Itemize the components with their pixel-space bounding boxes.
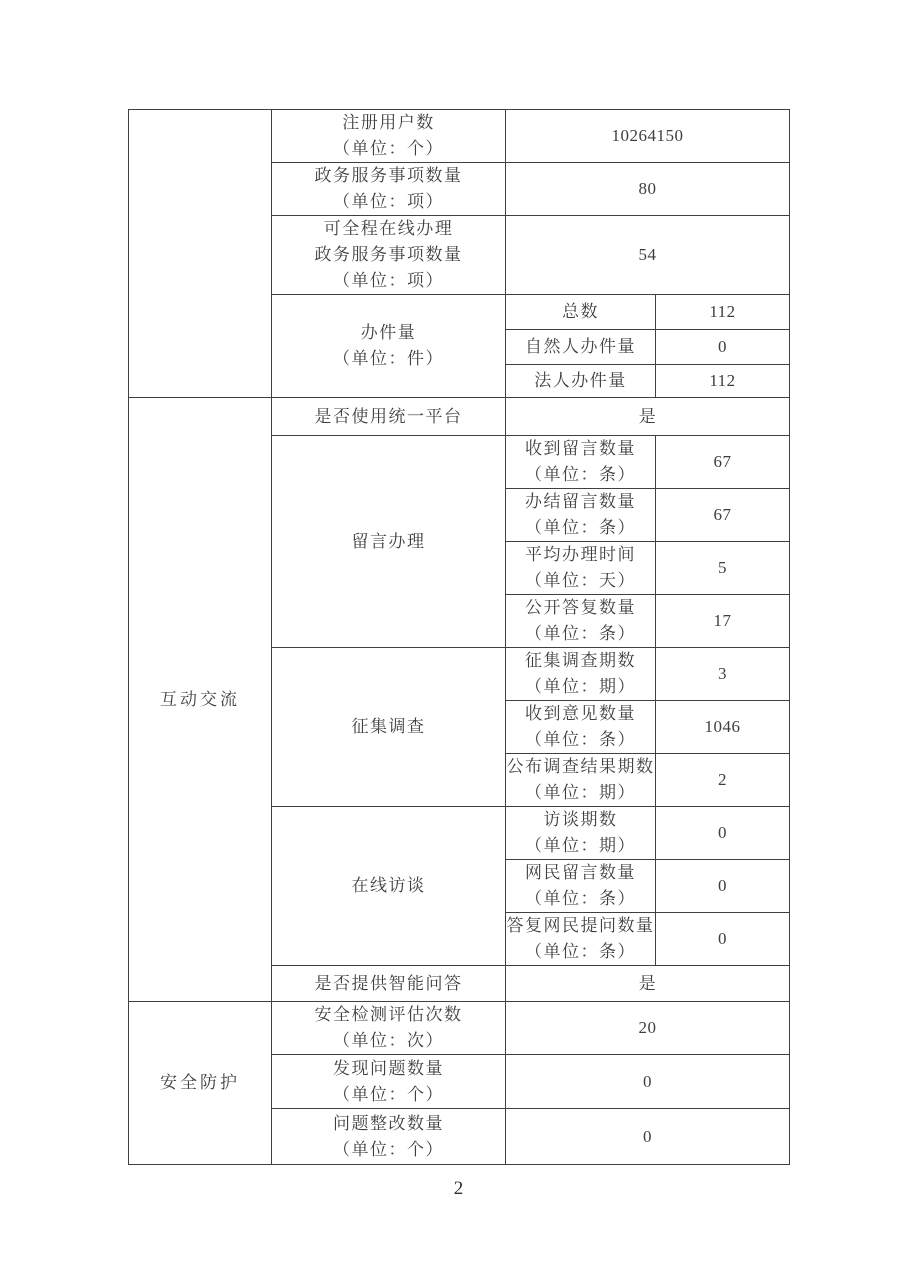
cell-text-line: （单位：个） [333,139,444,158]
cell-text-line: （单位：条） [525,624,636,643]
cell-text-line: （单位：天） [525,571,636,590]
sub-value-survey-results-published [656,754,790,807]
report-table [128,109,790,1165]
cell-text-line: 访谈期数 [543,810,618,829]
cell-text-line: 5 [718,558,727,577]
cell-text-line: 发现问题数量 [333,1058,444,1078]
cell-text-line: 征集调查 [351,717,426,736]
metric-value-service-items [506,163,790,216]
metric-value-security-assessments [506,1002,790,1055]
sub-value-opinions-received [656,701,790,754]
cell-text-line: 80 [638,179,657,198]
cell-text-line: （单位：项） [333,192,444,211]
cell-text-line: （单位：条） [525,518,636,537]
metric-label-smart-qa [272,966,506,1002]
sub-value-interview-periods [656,807,790,860]
cell-text-line: 112 [709,371,736,390]
cell-text-line: 0 [718,337,727,356]
cell-text-line: （单位：条） [525,465,636,484]
cell-text-line: 问题整改数量 [333,1113,444,1133]
cell-text-line: 公布调查结果期数 [506,757,655,776]
cell-text-line: 安全防护 [160,1073,240,1092]
cell-text-line: 自然人办件量 [525,337,636,356]
category-cell-interaction [129,398,272,1002]
cell-text-line: 注册用户数 [342,113,435,132]
cell-text-line: （单位：期） [525,783,636,802]
cell-text-line: 是否提供智能问答 [314,973,463,993]
cell-text-line: 互动交流 [160,689,240,709]
cell-text-line: 20 [638,1018,657,1037]
metric-label-online-service-items [272,216,506,295]
cell-text-line: 在线访谈 [351,876,426,895]
cell-text-line: 54 [638,245,657,264]
cell-text-line: 答复网民提问数量 [506,916,655,935]
cell-text-line: 公开答复数量 [525,598,636,617]
cell-text-line: （单位：期） [525,677,636,696]
sub-label-survey-periods [506,648,656,701]
cell-text-line: 2 [718,770,727,789]
metric-value-online-service-items [506,216,790,295]
page-number: 2 [453,1178,464,1199]
cell-text-line: 0 [718,929,727,948]
cell-text-line: 是否使用统一平台 [314,406,463,426]
table-row [129,1002,790,1055]
cell-text-line: 是 [638,973,657,993]
metric-value-problems-fixed [506,1109,790,1165]
cell-text-line: 0 [718,876,727,895]
metric-label-problems-found [272,1055,506,1109]
cell-text-line: 安全检测评估次数 [314,1005,463,1024]
cell-text-line: （单位：期） [525,836,636,855]
cell-text-line: 0 [643,1071,652,1091]
metric-value-unified-platform [506,398,790,436]
sub-value-total [656,295,790,330]
sub-value-messages-received [656,436,790,489]
cell-text-line: 留言办理 [351,531,426,551]
sub-value-netizen-questions-answered [656,913,790,966]
cell-text-line: 网民留言数量 [525,863,636,882]
sub-value-legal-person-cases [656,365,790,398]
cell-text-line: （单位：件） [333,349,444,368]
sub-value-messages-completed [656,489,790,542]
cell-text-line: （单位：个） [333,1084,444,1104]
cell-text-line: （单位：条） [525,942,636,961]
cell-text-line: 政务服务事项数量 [314,245,463,264]
cell-text-line: 67 [713,505,732,524]
cell-text-line: 收到意见数量 [525,704,636,723]
metric-label-security-assessments [272,1002,506,1055]
group-cell-online-interview [272,807,506,966]
cell-text-line: 政务服务事项数量 [314,166,463,185]
cell-text-line: （单位：个） [333,1139,444,1159]
cell-text-line: （单位：条） [525,730,636,749]
cell-text-line: （单位：条） [525,889,636,908]
metric-value-smart-qa [506,966,790,1002]
cell-text-line: 征集调查期数 [525,651,636,670]
cell-text-line: 1046 [704,717,741,736]
metric-label-service-items [272,163,506,216]
sub-label-average-handling-time [506,542,656,595]
sub-value-survey-periods [656,648,790,701]
sub-label-total [506,295,656,330]
sub-value-natural-person-cases [656,330,790,365]
group-cell-cases-handled [272,295,506,398]
sub-label-netizen-questions-answered [506,913,656,966]
cell-text-line: 法人办件量 [534,371,627,390]
group-cell-message-handling [272,436,506,648]
metric-label-registered-users [272,110,506,163]
sub-label-messages-received [506,436,656,489]
cell-text-line: 可全程在线办理 [323,219,454,238]
table-body [129,110,790,1165]
metric-label-unified-platform [272,398,506,436]
cell-text-line: 0 [643,1126,652,1146]
sub-label-public-replies [506,595,656,648]
cell-text-line: 是 [638,406,657,426]
cell-text-line: 17 [713,611,732,630]
cell-text-line: （单位：次） [333,1031,444,1050]
sub-label-interview-periods [506,807,656,860]
category-cell-security [129,1002,272,1165]
sub-label-natural-person-cases [506,330,656,365]
sub-value-netizen-messages [656,860,790,913]
table-row [129,110,790,163]
cell-text-line: 办结留言数量 [525,492,636,511]
cell-text-line: 112 [709,302,736,321]
metric-label-problems-fixed [272,1109,506,1165]
cell-text-line: 总数 [562,302,599,321]
group-cell-survey [272,648,506,807]
sub-label-messages-completed [506,489,656,542]
cell-text-line: 3 [718,664,727,683]
sub-value-average-handling-time [656,542,790,595]
metric-value-problems-found [506,1055,790,1109]
cell-text-line: 平均办理时间 [525,545,636,564]
cell-text-line: 67 [713,452,732,471]
sub-label-netizen-messages [506,860,656,913]
cell-text-line: 0 [718,823,727,842]
category-cell-blank [129,110,272,398]
cell-text-line: （单位：项） [333,271,444,290]
cell-text-line: 办件量 [360,323,417,342]
sub-label-survey-results-published [506,754,656,807]
metric-value-registered-users [506,110,790,163]
cell-text-line: 收到留言数量 [525,439,636,458]
sub-label-opinions-received [506,701,656,754]
table-row [129,398,790,436]
sub-value-public-replies [656,595,790,648]
sub-label-legal-person-cases [506,365,656,398]
cell-text-line: 10264150 [611,126,684,145]
